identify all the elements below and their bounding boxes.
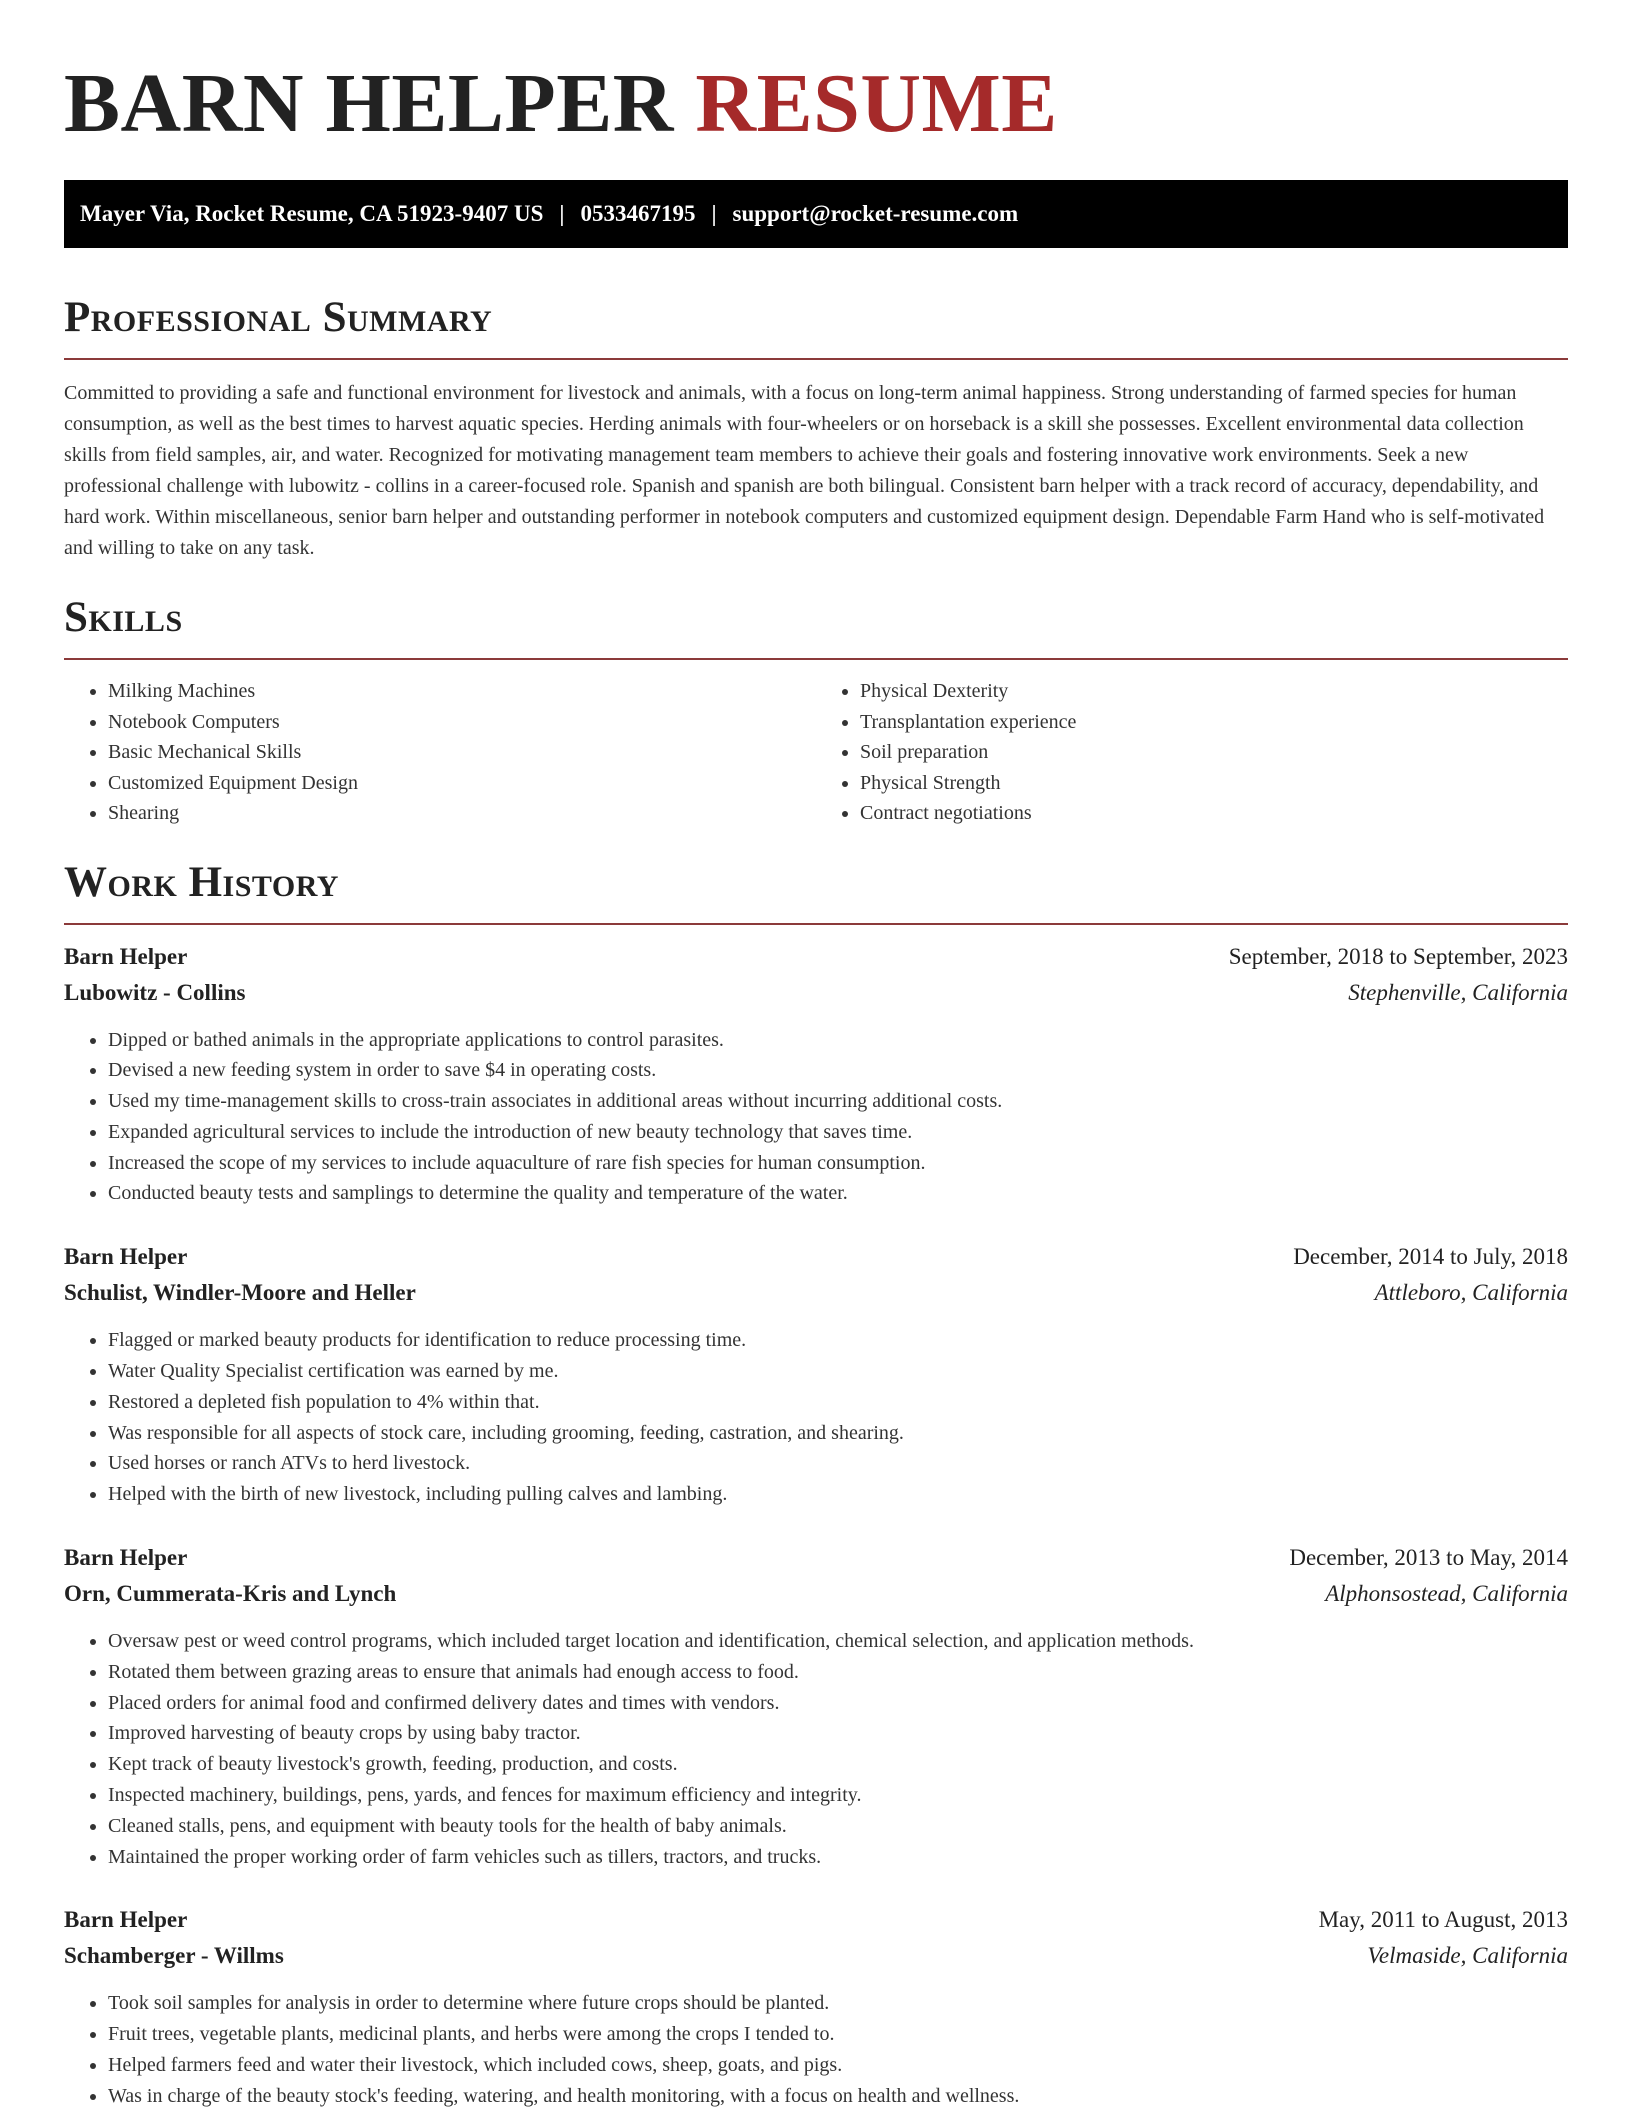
job-duty: • Rotated them between grazing areas to ensure that animals had enough access to food. [108, 1657, 1568, 1688]
skill-item: • Shearing [108, 798, 816, 829]
job-company: Schulist, Windler-Moore and Heller [64, 1280, 416, 1306]
job-duty: • Helped with the birth of new livestock, including pulling calves and lambing. [108, 1479, 1568, 1510]
job-duty: • Improved harvesting of beauty crops by using baby tractor. [108, 1718, 1568, 1749]
job-entry [64, 1902, 1568, 2111]
resume-title [64, 0, 1568, 152]
job-title: Barn Helper [64, 1244, 188, 1270]
job-duty: • Dipped or bathed animals in the appropriate applications to control parasites. [108, 1025, 1568, 1056]
job-company-row [64, 975, 1568, 1011]
job-duty: • Took soil samples for analysis in order to determine where future crops should be planted. [108, 1988, 1568, 2019]
skill-item: • Customized Equipment Design [108, 768, 816, 799]
job-duty: • Cleaned stalls, pens, and equipment with beauty tools for the health of baby animals. [108, 1811, 1568, 1842]
contact-email: support@rocket-resume.com [732, 201, 1019, 226]
job-title: Barn Helper [64, 943, 188, 969]
skill-item: • Physical Strength [860, 768, 1568, 799]
title-accent: RESUME [695, 57, 1058, 150]
job-duties-list [64, 1325, 1568, 1510]
job-location: Velmaside, California [1367, 1943, 1568, 1969]
skill-item: • Transplantation experience [860, 707, 1568, 738]
job-duty: • Used my time-management skills to cross-train associates in additional areas without incurring additional costs. [108, 1086, 1568, 1117]
job-company-row [64, 1576, 1568, 1612]
job-duty: • Conducted beauty tests and samplings to determine the quality and temperature of the water. [108, 1178, 1568, 1209]
job-header-row [64, 1902, 1568, 1938]
job-header-row [64, 1540, 1568, 1576]
job-duty: • Maintained the proper working order of farm vehicles such as tillers, tractors, and trucks. [108, 1842, 1568, 1873]
job-duties-list [64, 1988, 1568, 2111]
summary-text: Committed to providing a safe and functional environment for livestock and animals, with a focus on long-term animal happiness. Strong understanding of farmed species for human consumption, as well as the best times to harvest aquatic species. Herding animals with four-wheelers or on horseback is a skill she possesses. Excellent environmental data collection skills from field samples, air, and water. Recognized for motivating management team members to achieve their goals and fostering innovative work environments. Seek a new professional challenge with lubowitz - collins in a career-focused role. Spanish and spanish are both bilingual. Consistent barn helper with a track record of accuracy, dependability, and hard work. Within miscellaneous, senior barn helper and outstanding performer in notebook computers and customized equipment design. Dependable Farm Hand who is self-motivated and willing to take on any task. [64, 382, 1545, 559]
job-title: Barn Helper [64, 1907, 188, 1933]
summary-heading: Professional Summary [64, 292, 1568, 360]
job-duty: • Restored a depleted fish population to 4% within that. [108, 1387, 1568, 1418]
skill-item: • Notebook Computers [108, 707, 816, 738]
job-duty: • Devised a new feeding system in order to save $4 in operating costs. [108, 1055, 1568, 1086]
contact-separator: | [711, 201, 717, 226]
job-entry [64, 1239, 1568, 1510]
job-duties-list [64, 1626, 1568, 1872]
work-history-heading: Work History [64, 857, 1568, 925]
job-duty: • Used horses or ranch ATVs to herd livestock. [108, 1448, 1568, 1479]
job-title: Barn Helper [64, 1545, 188, 1571]
job-dates: December, 2013 to May, 2014 [1289, 1545, 1568, 1571]
contact-address: Mayer Via, Rocket Resume, CA 51923-9407 US [80, 201, 544, 226]
job-duty: • Oversaw pest or weed control programs, which included target location and identification, chemical selection, and application methods. [108, 1626, 1568, 1657]
job-duty: • Was in charge of the beauty stock's feeding, watering, and health monitoring, with a focus on health and wellness. [108, 2081, 1568, 2112]
contact-separator: | [559, 201, 565, 226]
job-company: Lubowitz - Collins [64, 979, 246, 1005]
job-company-row [64, 1275, 1568, 1311]
title-main: BARN HELPER [64, 57, 674, 150]
job-dates: September, 2018 to September, 2023 [1228, 943, 1568, 969]
skill-item: • Basic Mechanical Skills [108, 737, 816, 768]
skill-item: • Soil preparation [860, 737, 1568, 768]
job-entry [64, 939, 1568, 1210]
contact-phone: 0533467195 [580, 201, 696, 226]
job-company: Orn, Cummerata-Kris and Lynch [64, 1581, 397, 1607]
skills-heading: Skills [64, 592, 1568, 660]
job-dates: December, 2014 to July, 2018 [1293, 1244, 1568, 1270]
skill-item: • Contract negotiations [860, 798, 1568, 829]
skill-item: • Milking Machines [108, 676, 816, 707]
job-duty: • Water Quality Specialist certification was earned by me. [108, 1356, 1568, 1387]
job-entry [64, 1540, 1568, 1872]
job-company-row [64, 1938, 1568, 1974]
job-duty: • Helped farmers feed and water their livestock, which included cows, sheep, goats, and pigs. [108, 2050, 1568, 2081]
job-duty: • Flagged or marked beauty products for identification to reduce processing time. [108, 1325, 1568, 1356]
skills-list-right [816, 676, 1568, 829]
contact-bar [64, 180, 1568, 248]
job-duty: • Kept track of beauty livestock's growth, feeding, production, and costs. [108, 1749, 1568, 1780]
job-location: Stephenville, California [1348, 979, 1568, 1005]
job-location: Alphonsostead, California [1325, 1581, 1568, 1607]
job-location: Attleboro, California [1374, 1280, 1568, 1306]
job-header-row [64, 1239, 1568, 1275]
job-duty: • Expanded agricultural services to include the introduction of new beauty technology that saves time. [108, 1117, 1568, 1148]
job-dates: May, 2011 to August, 2013 [1318, 1907, 1568, 1933]
job-header-row [64, 939, 1568, 975]
job-duty: • Fruit trees, vegetable plants, medicinal plants, and herbs were among the crops I tended to. [108, 2019, 1568, 2050]
skills-list-left [64, 676, 816, 829]
job-duties-list [64, 1025, 1568, 1210]
job-duty: • Inspected machinery, buildings, pens, yards, and fences for maximum efficiency and integrity. [108, 1780, 1568, 1811]
skill-item: • Physical Dexterity [860, 676, 1568, 707]
job-duty: • Placed orders for animal food and confirmed delivery dates and times with vendors. [108, 1688, 1568, 1719]
job-duty: • Was responsible for all aspects of stock care, including grooming, feeding, castration, and shearing. [108, 1418, 1568, 1449]
job-duty: • Increased the scope of my services to include aquaculture of rare fish species for human consumption. [108, 1148, 1568, 1179]
job-company: Schamberger - Willms [64, 1943, 284, 1969]
skills-grid [64, 676, 1568, 829]
